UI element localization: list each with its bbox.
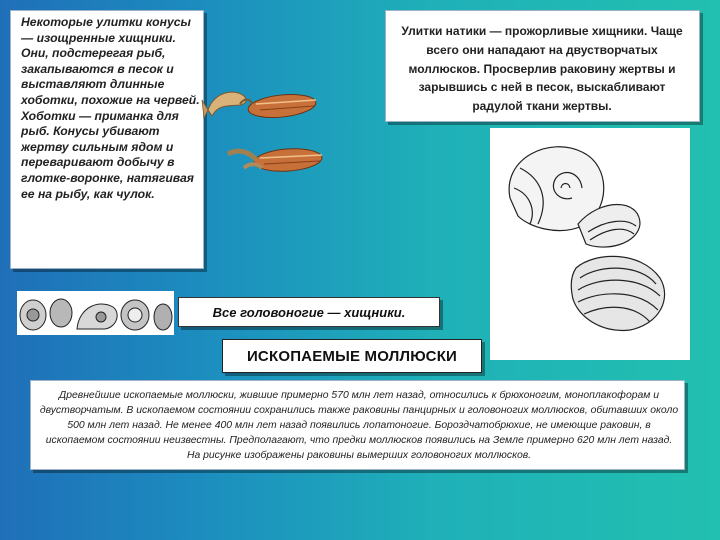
natica-snails-textbox — [385, 10, 700, 122]
cone-snail-illustration — [200, 70, 330, 180]
natica-snails-text: Улитки натики — прожорливые хищники. Чаще всего они нападают на двустворчатых моллюсков. Просверлив раковину жертвы и зарывшись с ней в песок, выскабливают радулой ткани жертвы. — [401, 24, 683, 114]
cone-snails-text: Некоторые улитки конусы — изощренные хищники. Они, подстерегая рыб, закапываются в песок и выставляют длинные хоботки, похожие на червей. Хоботки — приманка для рыб. Конусы убивают жертву сильным ядом и переваривают добычу в глотке-воронке, натягивая ее на рыбу, как чулок. — [21, 15, 200, 201]
cone-shell-upper-image — [240, 92, 317, 121]
natica-shells-illustration — [490, 128, 690, 360]
cephalopods-caption: Все головоногие — хищники. — [212, 304, 406, 320]
fossil-cephalopod-shells-image — [17, 291, 174, 335]
cone-shell-lower-image — [228, 147, 323, 174]
bivalve-shell-image — [571, 256, 664, 330]
cephalopods-caption-box — [178, 297, 440, 327]
fossil-molluscs-text: Древнейшие ископаемые моллюски, жившие примерно 570 млн лет назад, относились к брюхоногим, моноплакофорам и двустворчатым. В ископаемом состоянии сохранились также раковины панцирных и головоногих моллюсков, обитавших около 500 млн лет назад. Не менее 400 млн лет назад появились лопатоногие. Бороздчатобрюхие, не имеющие раковин, в ископаемом состоянии неизвестны. Предполагают, что предки моллюсков появились на Земле примерно 620 млн лет назад. На рисунке изображены раковины вымерших головоногих моллюсков. — [39, 390, 679, 461]
fish-prey-image — [202, 92, 246, 118]
cone-snails-textbox — [10, 10, 204, 269]
fossil-molluscs-textbox — [30, 380, 685, 470]
fossil-molluscs-title-box — [222, 339, 482, 373]
fossil-molluscs-title: ИСКОПАЕМЫЕ МОЛЛЮСКИ — [246, 347, 458, 365]
